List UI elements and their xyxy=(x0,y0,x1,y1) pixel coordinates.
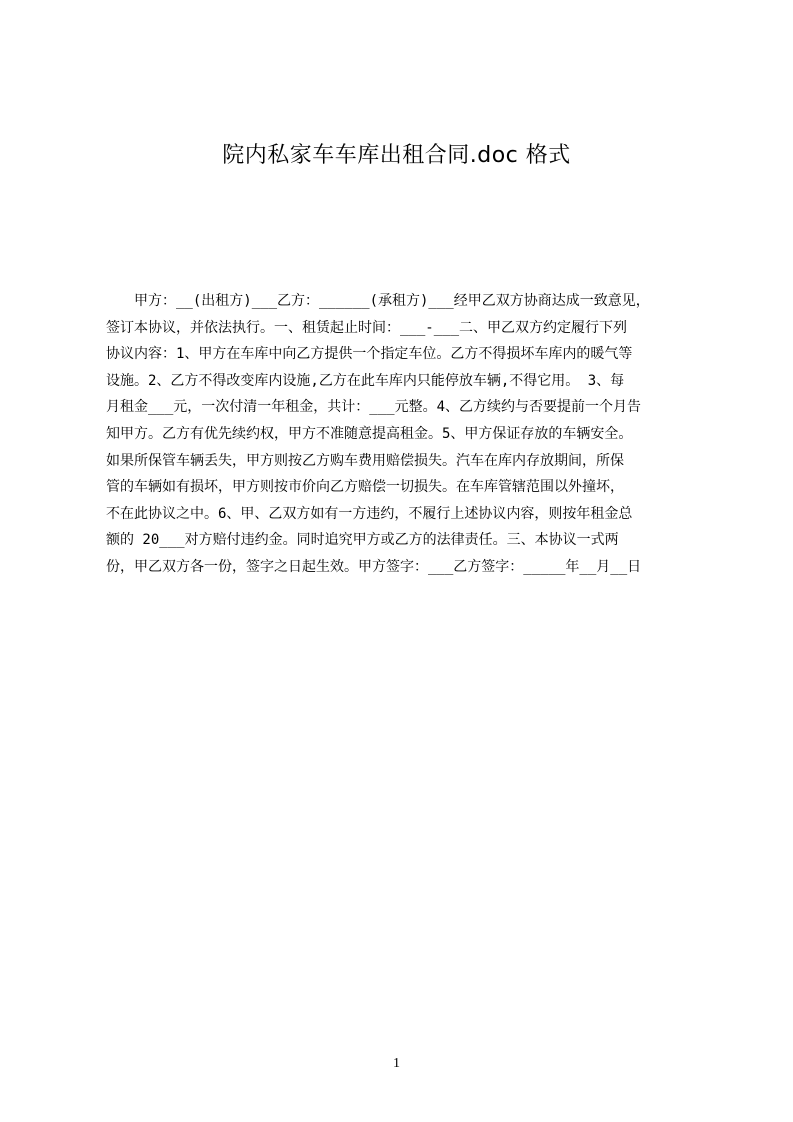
body-line: 甲方：__(出租方)___乙方：______(承租方)___经甲乙双方协商达成一致意见， xyxy=(134,293,650,309)
contract-body xyxy=(106,288,697,588)
body-line: 不在此协议之中。6、甲、乙双方如有一方违约，不履行上述协议内容，则按年租金总 xyxy=(106,505,633,522)
body-line: 额的 20___对方赔付违约金。同时追究甲方或乙方的法律责任。三、本协议一式两 xyxy=(106,532,619,549)
body-line: 协议内容：1、甲方在车库中向乙方提供一个指定车位。乙方不得损坏车库内的暖气等 xyxy=(106,346,633,363)
body-line: 如果所保管车辆丢失，甲方则按乙方购车费用赔偿损失。汽车在库内存放期间，所保 xyxy=(106,452,624,469)
body-line: 管的车辆如有损坏，甲方则按市价向乙方赔偿一切损失。在车库管辖范围以外撞坏， xyxy=(106,479,624,496)
body-line: 签订本协议，并依法执行。一、租赁起止时间：___-___二、甲乙双方约定履行下列 xyxy=(106,319,627,336)
body-line: 份，甲乙双方各一份，签字之日起生效。甲方签字：___乙方签字：_____年__月__日 xyxy=(106,558,642,575)
body-line: 知甲方。乙方有优先续约权，甲方不准随意提高租金。5、甲方保证存放的车辆安全。 xyxy=(106,425,633,442)
document-title: 院内私家车车库出租合同.doc 格式 xyxy=(222,143,571,168)
body-line: 设施。2、乙方不得改变库内设施,乙方在此车库内只能停放车辆,不得它用。 3、每 xyxy=(106,372,625,389)
body-line: 月租金___元，一次付清一年租金，共计：___元整。4、乙方续约与否要提前一个月告 xyxy=(106,399,641,416)
page-number: 1 xyxy=(393,1056,400,1071)
